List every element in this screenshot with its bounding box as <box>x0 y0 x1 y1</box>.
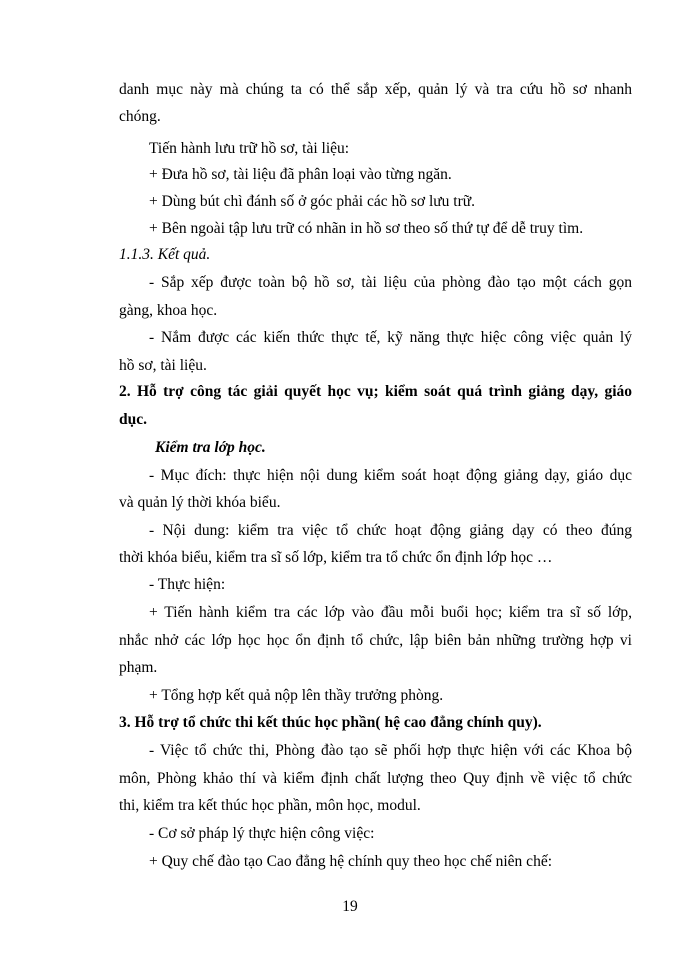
paragraph-line: - Nội dung: kiểm tra việc tổ chức hoạt động giảng dạy có theo đúng <box>149 522 632 539</box>
paragraph-line: Tiến hành lưu trữ hồ sơ, tài liệu: <box>149 140 350 157</box>
paragraph-line: chóng. <box>119 108 161 125</box>
paragraph-line: phạm. <box>119 659 158 676</box>
section-heading: 1.1.3. Kết quả. <box>119 246 211 263</box>
paragraph-line: - Mục đích: thực hiện nội dung kiểm soát hoạt động giảng dạy, giáo dục <box>149 467 632 484</box>
paragraph-line: danh mục này mà chúng ta có thể sắp xếp, quản lý và tra cứu hồ sơ nhanh <box>119 81 632 98</box>
section-heading: 3. Hỗ trợ tổ chức thi kết thúc học phần( hệ cao đẳng chính quy). <box>119 714 542 731</box>
paragraph-line: - Sắp xếp được toàn bộ hồ sơ, tài liệu của phòng đào tạo một cách gọn <box>149 274 632 291</box>
list-item: + Bên ngoài tập lưu trữ có nhãn in hồ sơ theo số thứ tự để dễ truy tìm. <box>149 220 584 237</box>
paragraph-line: - Nắm được các kiến thức thực tế, kỹ năng thực hiệc công việc quản lý <box>149 329 632 346</box>
list-item: + Tổng hợp kết quả nộp lên thầy trưởng phòng. <box>149 687 444 704</box>
paragraph-line: - Việc tổ chức thi, Phòng đào tạo sẽ phối hợp thực hiện với các Khoa bộ <box>149 742 632 759</box>
paragraph-line: - Thực hiện: <box>149 576 226 593</box>
list-item: + Đưa hồ sơ, tài liệu đã phân loại vào từng ngăn. <box>149 166 452 183</box>
list-item: + Dùng bút chì đánh số ở góc phải các hồ sơ lưu trữ. <box>149 193 476 210</box>
subsection-heading: Kiểm tra lớp học. <box>155 439 266 456</box>
page-number: 19 <box>342 898 358 915</box>
paragraph-line: hồ sơ, tài liệu. <box>119 357 207 374</box>
paragraph-line: môn, Phòng khảo thí và kiểm định chất lượng theo Quy định về việc tổ chức <box>119 770 632 787</box>
paragraph-line: - Cơ sở pháp lý thực hiện công việc: <box>149 825 375 842</box>
paragraph-line: thi, kiểm tra kết thúc học phần, môn học, modul. <box>119 797 421 814</box>
section-heading: dục. <box>119 411 147 428</box>
paragraph-line: và quản lý thời khóa biểu. <box>119 494 281 511</box>
list-item: + Tiến hành kiểm tra các lớp vào đầu mỗi buổi học; kiểm tra sĩ số lớp, <box>149 604 632 621</box>
paragraph-line: gàng, khoa học. <box>119 302 218 319</box>
section-heading: 2. Hỗ trợ công tác giải quyết học vụ; kiểm soát quá trình giảng dạy, giáo <box>119 383 632 400</box>
list-item: + Quy chế đào tạo Cao đẳng hệ chính quy theo học chế niên chế: <box>149 853 552 870</box>
paragraph-line: thời khóa biểu, kiểm tra sĩ số lớp, kiểm tra tổ chức ổn định lớp học … <box>119 549 553 566</box>
paragraph-line: nhắc nhở các lớp học học ổn định tổ chức, lập biên bản những trường hợp vi <box>119 632 632 649</box>
